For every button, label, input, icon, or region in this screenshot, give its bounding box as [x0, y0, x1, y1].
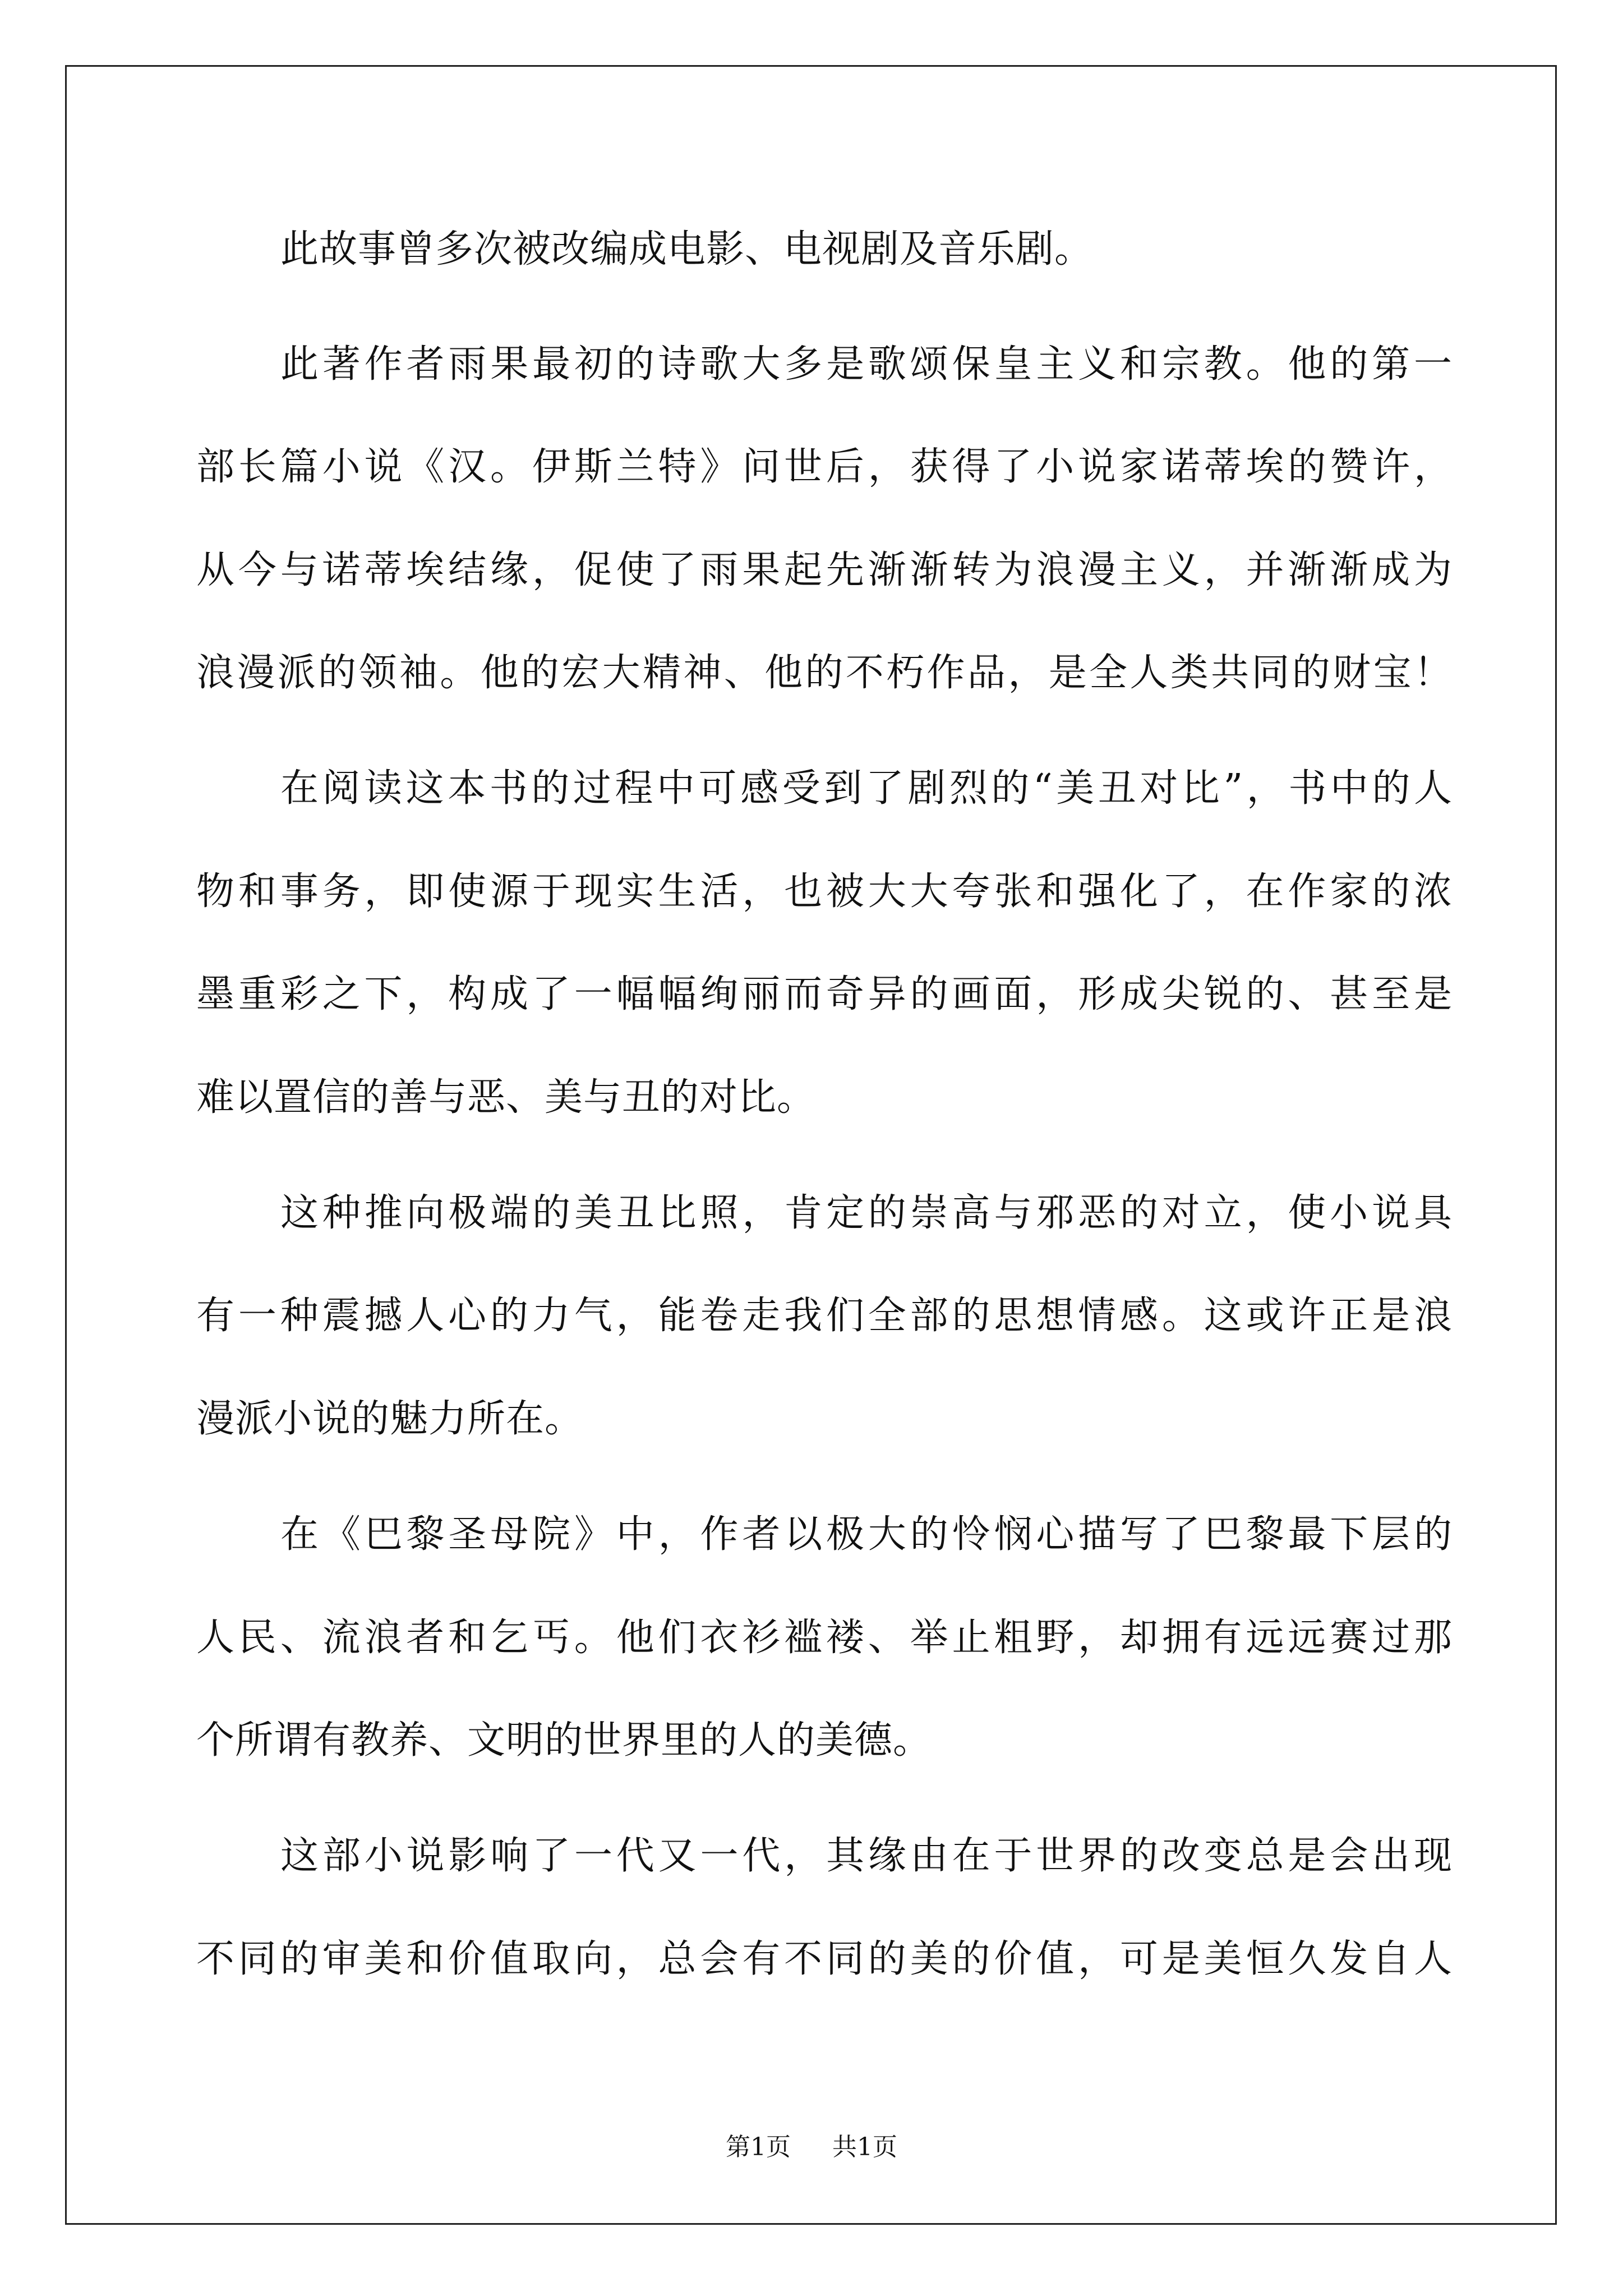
text-line: 人民、流浪者和乞丐。他们衣衫褴褛、举止粗野，却拥有远远赛过那 — [196, 1616, 1453, 1660]
page-border — [65, 65, 1557, 2225]
text-line: 在阅读这本书的过程中可感受到了剧烈的“美丑对比”，书中的人 — [280, 766, 1453, 811]
text-line: 这种推向极端的美丑比照，肯定的崇高与邪恶的对立，使小说具 — [280, 1191, 1453, 1235]
page-number: 第1页 — [726, 2133, 791, 2161]
text-line: 部长篇小说《汉。伊斯兰特》问世后，获得了小说家诺蒂埃的赞许， — [196, 445, 1453, 489]
text-line: 浪漫派的领袖。他的宏大精神、他的不朽作品，是全人类共同的财宝！ — [196, 651, 1453, 695]
text-line: 物和事务，即使源于现实生活，也被大大夸张和强化了，在作家的浓 — [196, 869, 1453, 914]
text-line: 个所谓有教养、文明的世界里的人的美德。 — [196, 1718, 932, 1763]
text-line: 在《巴黎圣母院》中，作者以极大的怜悯心描写了巴黎最下层的 — [280, 1512, 1453, 1557]
text-line: 不同的审美和价值取向，总会有不同的美的价值，可是美恒久发自人 — [196, 1937, 1453, 1981]
text-line: 从今与诺蒂埃结缘，促使了雨果起先渐渐转为浪漫主义，并渐渐成为 — [196, 548, 1453, 592]
page-total: 共1页 — [832, 2133, 897, 2161]
text-line: 漫派小说的魅力所在。 — [196, 1397, 584, 1441]
text-line: 这部小说影响了一代又一代，其缘由在于世界的改变总是会出现 — [280, 1834, 1453, 1878]
text-line: 此故事曾多次被改编成电影、电视剧及音乐剧。 — [280, 227, 1094, 272]
text-line: 有一种震撼人心的力气，能卷走我们全部的思想情感。这或许正是浪 — [196, 1294, 1453, 1338]
text-line: 难以置信的善与恶、美与丑的对比。 — [196, 1075, 816, 1120]
text-line: 墨重彩之下，构成了一幅幅绚丽而奇异的画面，形成尖锐的、甚至是 — [196, 972, 1453, 1016]
text-line: 此著作者雨果最初的诗歌大多是歌颂保皇主义和宗教。他的第一 — [280, 342, 1453, 386]
page-footer — [0, 2132, 1623, 2163]
